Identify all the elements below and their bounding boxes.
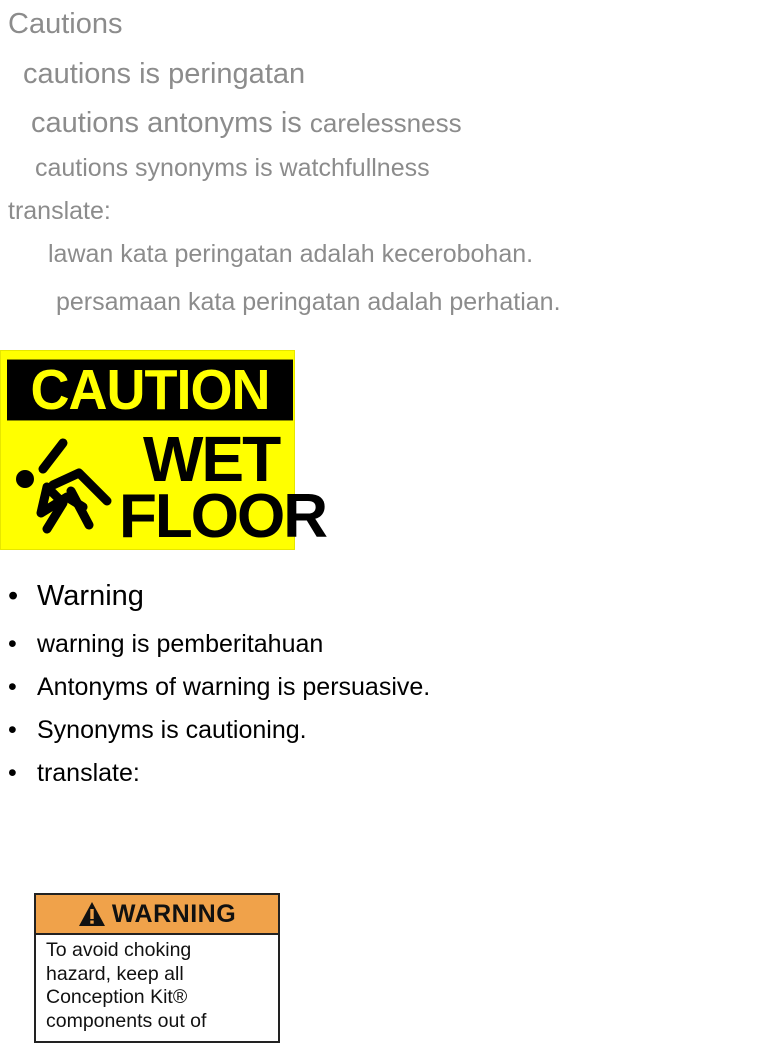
warning-synonyms: Synonyms is cautioning.: [37, 716, 307, 744]
warning-label-title: WARNING: [111, 899, 237, 928]
warning-label-line: Conception Kit®: [46, 986, 188, 1008]
warning-definition: warning is pemberitahuan: [37, 630, 324, 658]
bullet-dot: •: [8, 673, 17, 701]
warning-antonyms: Antonyms of warning is persuasive.: [37, 673, 431, 701]
warning-label-line: To avoid choking: [46, 939, 192, 961]
cautions-definition: cautions is peringatan: [23, 58, 306, 90]
slipping-person-icon: [11, 433, 121, 543]
caution-banner: CAUTION: [7, 360, 293, 421]
warning-label-body: [36, 935, 278, 1033]
cautions-antonyms: [31, 109, 462, 138]
warning-label: [34, 893, 280, 1043]
cautions-antonyms-prefix: cautions antonyms is: [31, 107, 310, 139]
alert-triangle-icon: [78, 901, 106, 927]
caution-sign-floor: FLOOR: [119, 482, 326, 551]
caution-sign-wet: WET: [143, 423, 280, 495]
warning-label-header: [36, 895, 278, 935]
list-item: [8, 675, 430, 718]
caution-wet-floor-sign: [0, 350, 326, 551]
warning-translate-label: translate:: [37, 759, 140, 787]
cautions-title: Cautions: [8, 8, 123, 40]
list-item: [8, 632, 430, 675]
bullet-dot: •: [8, 630, 17, 658]
cautions-synonyms: cautions synonyms is watchfullness: [35, 154, 430, 182]
warning-label-line: hazard, keep all: [46, 962, 184, 985]
cautions-antonyms-word: carelessness: [309, 108, 462, 138]
bullet-dot: •: [8, 759, 17, 787]
list-item: [8, 761, 430, 804]
bullet-dot: •: [8, 716, 17, 744]
cautions-translation-antonym: lawan kata peringatan adalah kecerobohan.: [48, 240, 534, 268]
cautions-translate-label: translate:: [8, 197, 111, 225]
warning-heading: Warning: [37, 580, 144, 612]
warning-label-line: components out of: [46, 1009, 207, 1032]
list-item: [8, 582, 430, 628]
bullet-dot: •: [8, 580, 19, 612]
list-item: [8, 718, 430, 761]
cautions-translation-synonym: persamaan kata peringatan adalah perhatian.: [56, 288, 561, 316]
warning-bullet-list: [8, 582, 430, 804]
